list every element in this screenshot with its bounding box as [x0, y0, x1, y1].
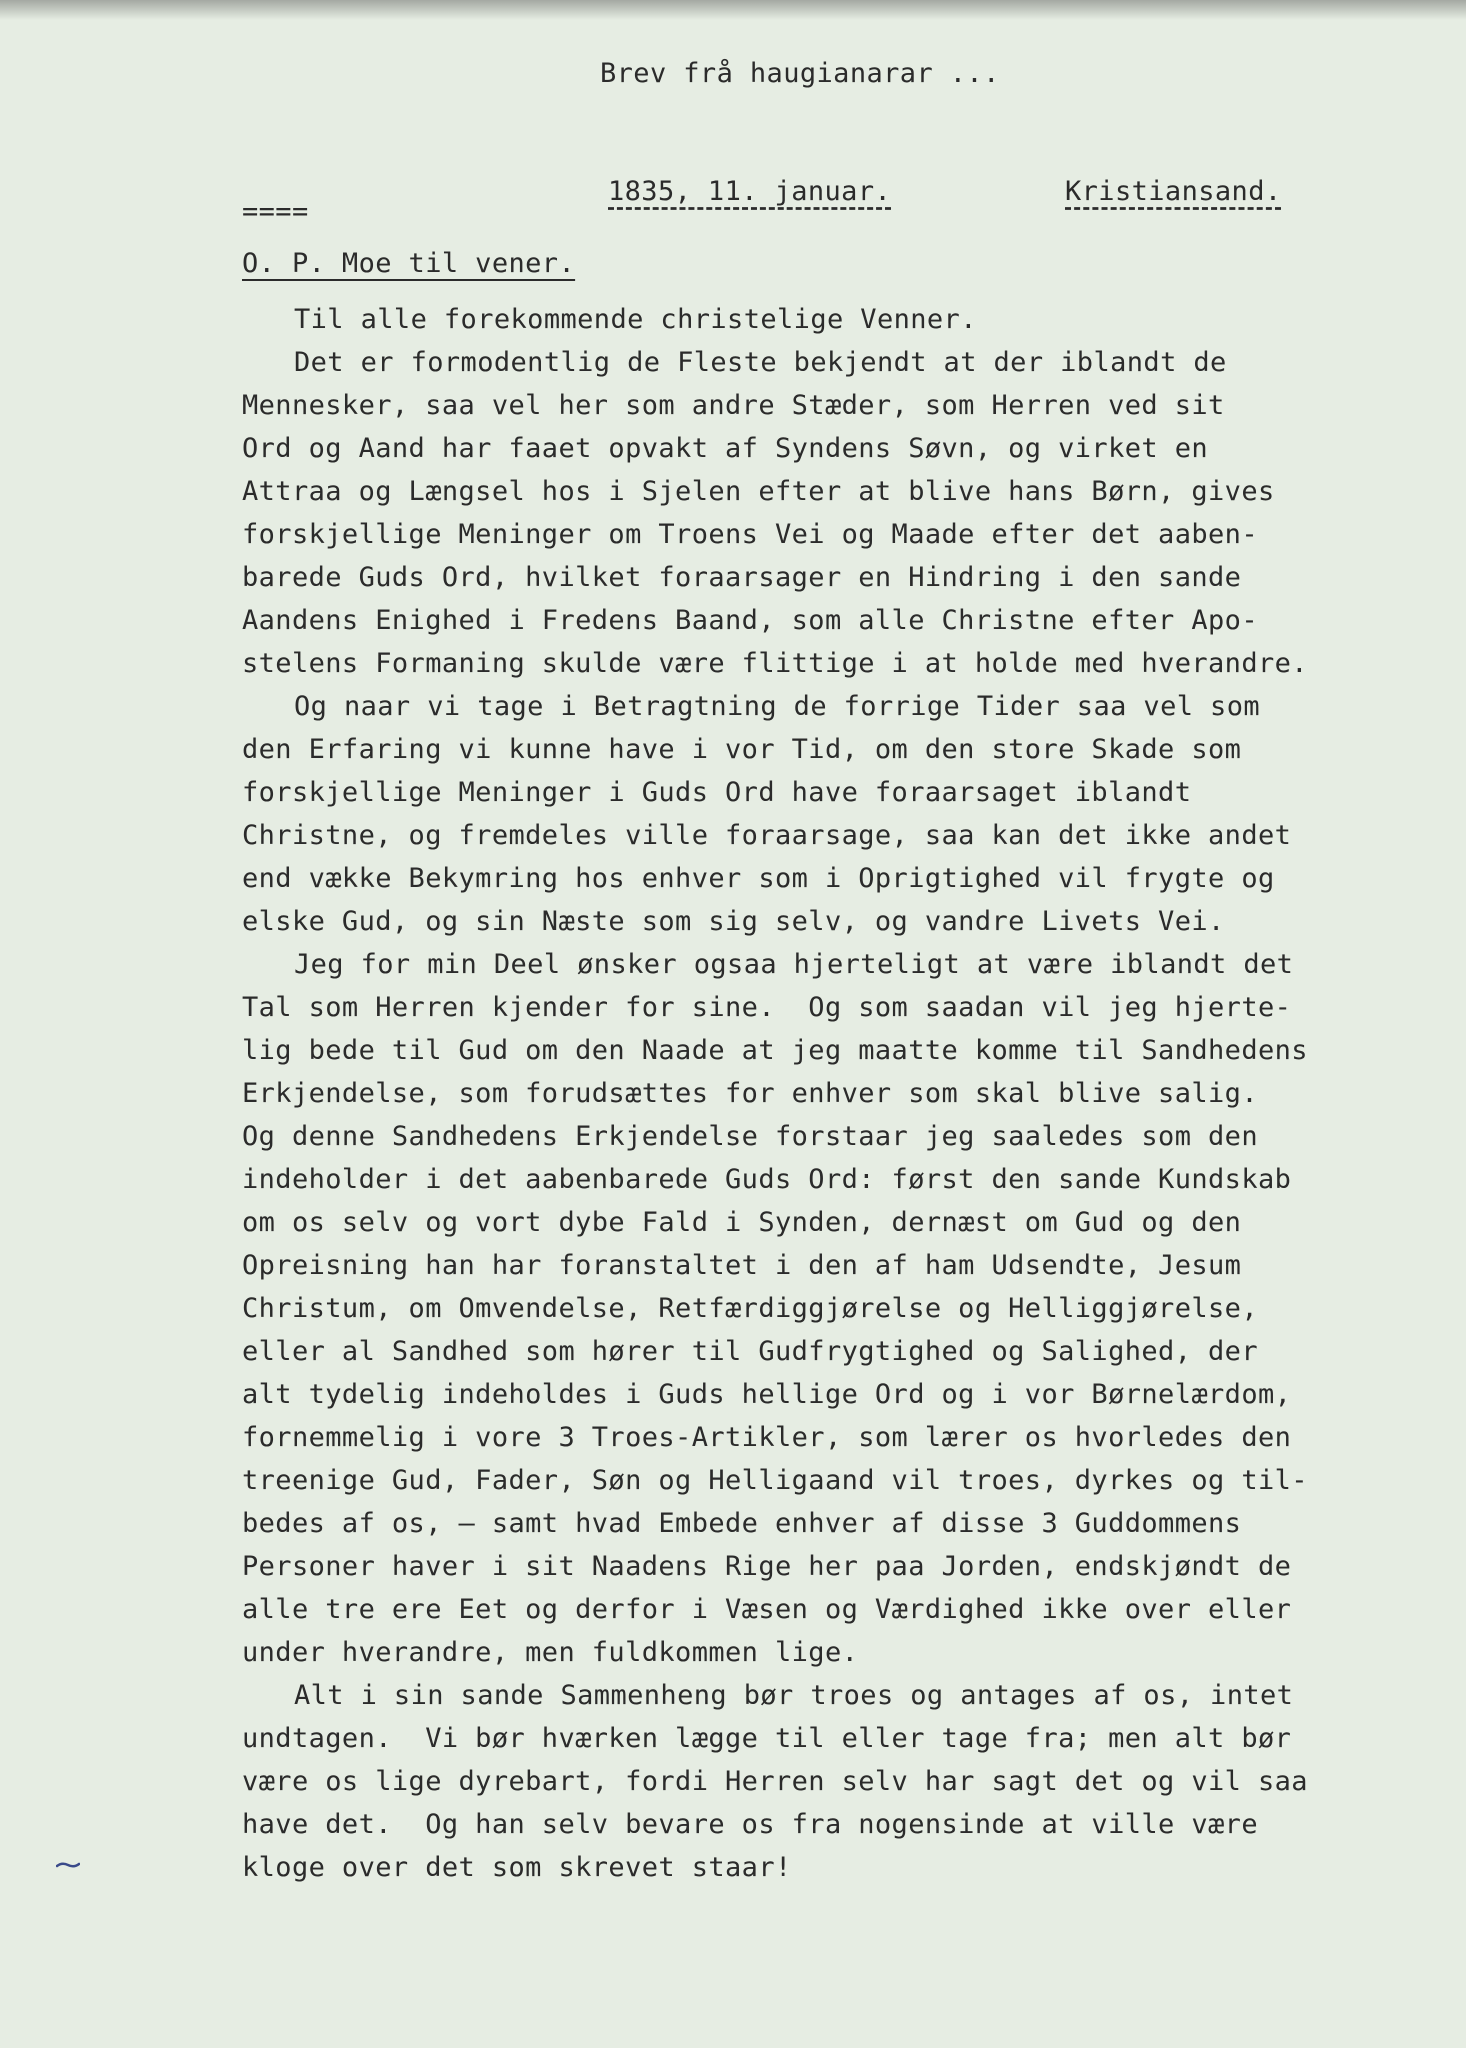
body-line: Personer haver i sit Naadens Rige her paa Jorden, endskjøndt de: [242, 1551, 1292, 1582]
body-line: Alt i sin sande Sammenheng bør troes og antages af os, intet: [294, 1680, 1294, 1711]
body-line: undtagen. Vi bør hværken lægge til eller tage fra; men alt bør: [242, 1723, 1292, 1754]
body-line: end vække Bekymring hos enhver som i Oprigtighed vil frygte og: [242, 863, 1275, 894]
body-line: Til alle forekommende christelige Venner.: [294, 304, 977, 335]
body-line: Og denne Sandhedens Erkjendelse forstaar jeg saaledes som den: [242, 1121, 1258, 1152]
body-line: forskjellige Meninger om Troens Vei og Maade efter det aaben-: [242, 519, 1258, 550]
body-line: Erkjendelse, som forudsættes for enhver som skal blive salig.: [242, 1078, 1258, 1109]
body-line: Christum, om Omvendelse, Retfærdiggjørelse og Helliggjørelse,: [242, 1293, 1258, 1324]
body-line: Jeg for min Deel ønsker ogsaa hjerteligt at være iblandt det: [294, 949, 1294, 980]
body-line: stelens Formaning skulde være flittige i at holde med hverandre.: [242, 648, 1308, 679]
pencil-mark-icon: [56, 1860, 80, 1870]
body-line: eller al Sandhed som hører til Gudfrygtighed og Salighed, der: [242, 1336, 1258, 1367]
body-line: Aandens Enighed i Fredens Baand, som alle Christne efter Apo-: [242, 605, 1258, 636]
body-line: om os selv og vort dybe Fald i Synden, dernæst om Gud og den: [242, 1207, 1242, 1238]
body-line: Det er formodentlig de Fleste bekjendt at der iblandt de: [294, 347, 1227, 378]
body-line: forskjellige Meninger i Guds Ord have foraarsaget iblandt: [242, 777, 1192, 808]
body-line: Ord og Aand har faaet opvakt af Syndens Søvn, og virket en: [242, 433, 1209, 464]
body-line: lig bede til Gud om den Naade at jeg maatte komme til Sandhedens: [242, 1035, 1308, 1066]
author-line: O. P. Moe til vener.: [242, 248, 576, 279]
body-line: Og naar vi tage i Betragtning de forrige Tider saa vel som: [294, 691, 1261, 722]
body-line: alle tre ere Eet og derfor i Væsen og Værdighed ikke over eller: [242, 1594, 1292, 1625]
body-line: under hverandre, men fuldkommen lige.: [242, 1637, 859, 1668]
body-line: have det. Og han selv bevare os fra nogensinde at ville være: [242, 1809, 1258, 1840]
scan-edge-shadow: [0, 0, 1466, 20]
body-line: fornemmelig i vore 3 Troes-Artikler, som lærer os hvorledes den: [242, 1422, 1292, 1453]
body-line: alt tydelig indeholdes i Guds hellige Ord og i vor Børnelærdom,: [242, 1379, 1292, 1410]
body-line: Mennesker, saa vel her som andre Stæder, som Herren ved sit: [242, 390, 1225, 421]
body-line: Opreisning han har foranstaltet i den af ham Udsendte, Jesum: [242, 1250, 1242, 1281]
letter-body: [242, 298, 1308, 1889]
body-line: bedes af os, — samt hvad Embede enhver af disse 3 Guddommens: [242, 1508, 1242, 1539]
body-line: treenige Gud, Fader, Søn og Helligaand vil troes, dyrkes og til-: [242, 1465, 1308, 1496]
body-line: elske Gud, og sin Næste som sig selv, og vandre Livets Vei.: [242, 906, 1225, 937]
body-line: Tal som Herren kjender for sine. Og som saadan vil jeg hjerte-: [242, 992, 1292, 1023]
letter-place: Kristiansand.: [1065, 176, 1282, 207]
body-line: kloge over det som skrevet staar!: [242, 1852, 792, 1883]
body-line: indeholder i det aabenbarede Guds Ord: først den sande Kundskab: [242, 1164, 1292, 1195]
body-line: være os lige dyrebart, fordi Herren selv har sagt det og vil saa: [242, 1766, 1308, 1797]
header-title: Brev frå haugianarar ...: [600, 58, 1000, 89]
separator-mark: ====: [242, 196, 309, 227]
body-line: barede Guds Ord, hvilket foraarsager en Hindring i den sande: [242, 562, 1242, 593]
body-line: Christne, og fremdeles ville foraarsage, saa kan det ikke andet: [242, 820, 1292, 851]
letter-date: 1835, 11. januar.: [608, 176, 892, 207]
body-line: Attraa og Længsel hos i Sjelen efter at blive hans Børn, gives: [242, 476, 1275, 507]
body-line: den Erfaring vi kunne have i vor Tid, om den store Skade som: [242, 734, 1242, 765]
